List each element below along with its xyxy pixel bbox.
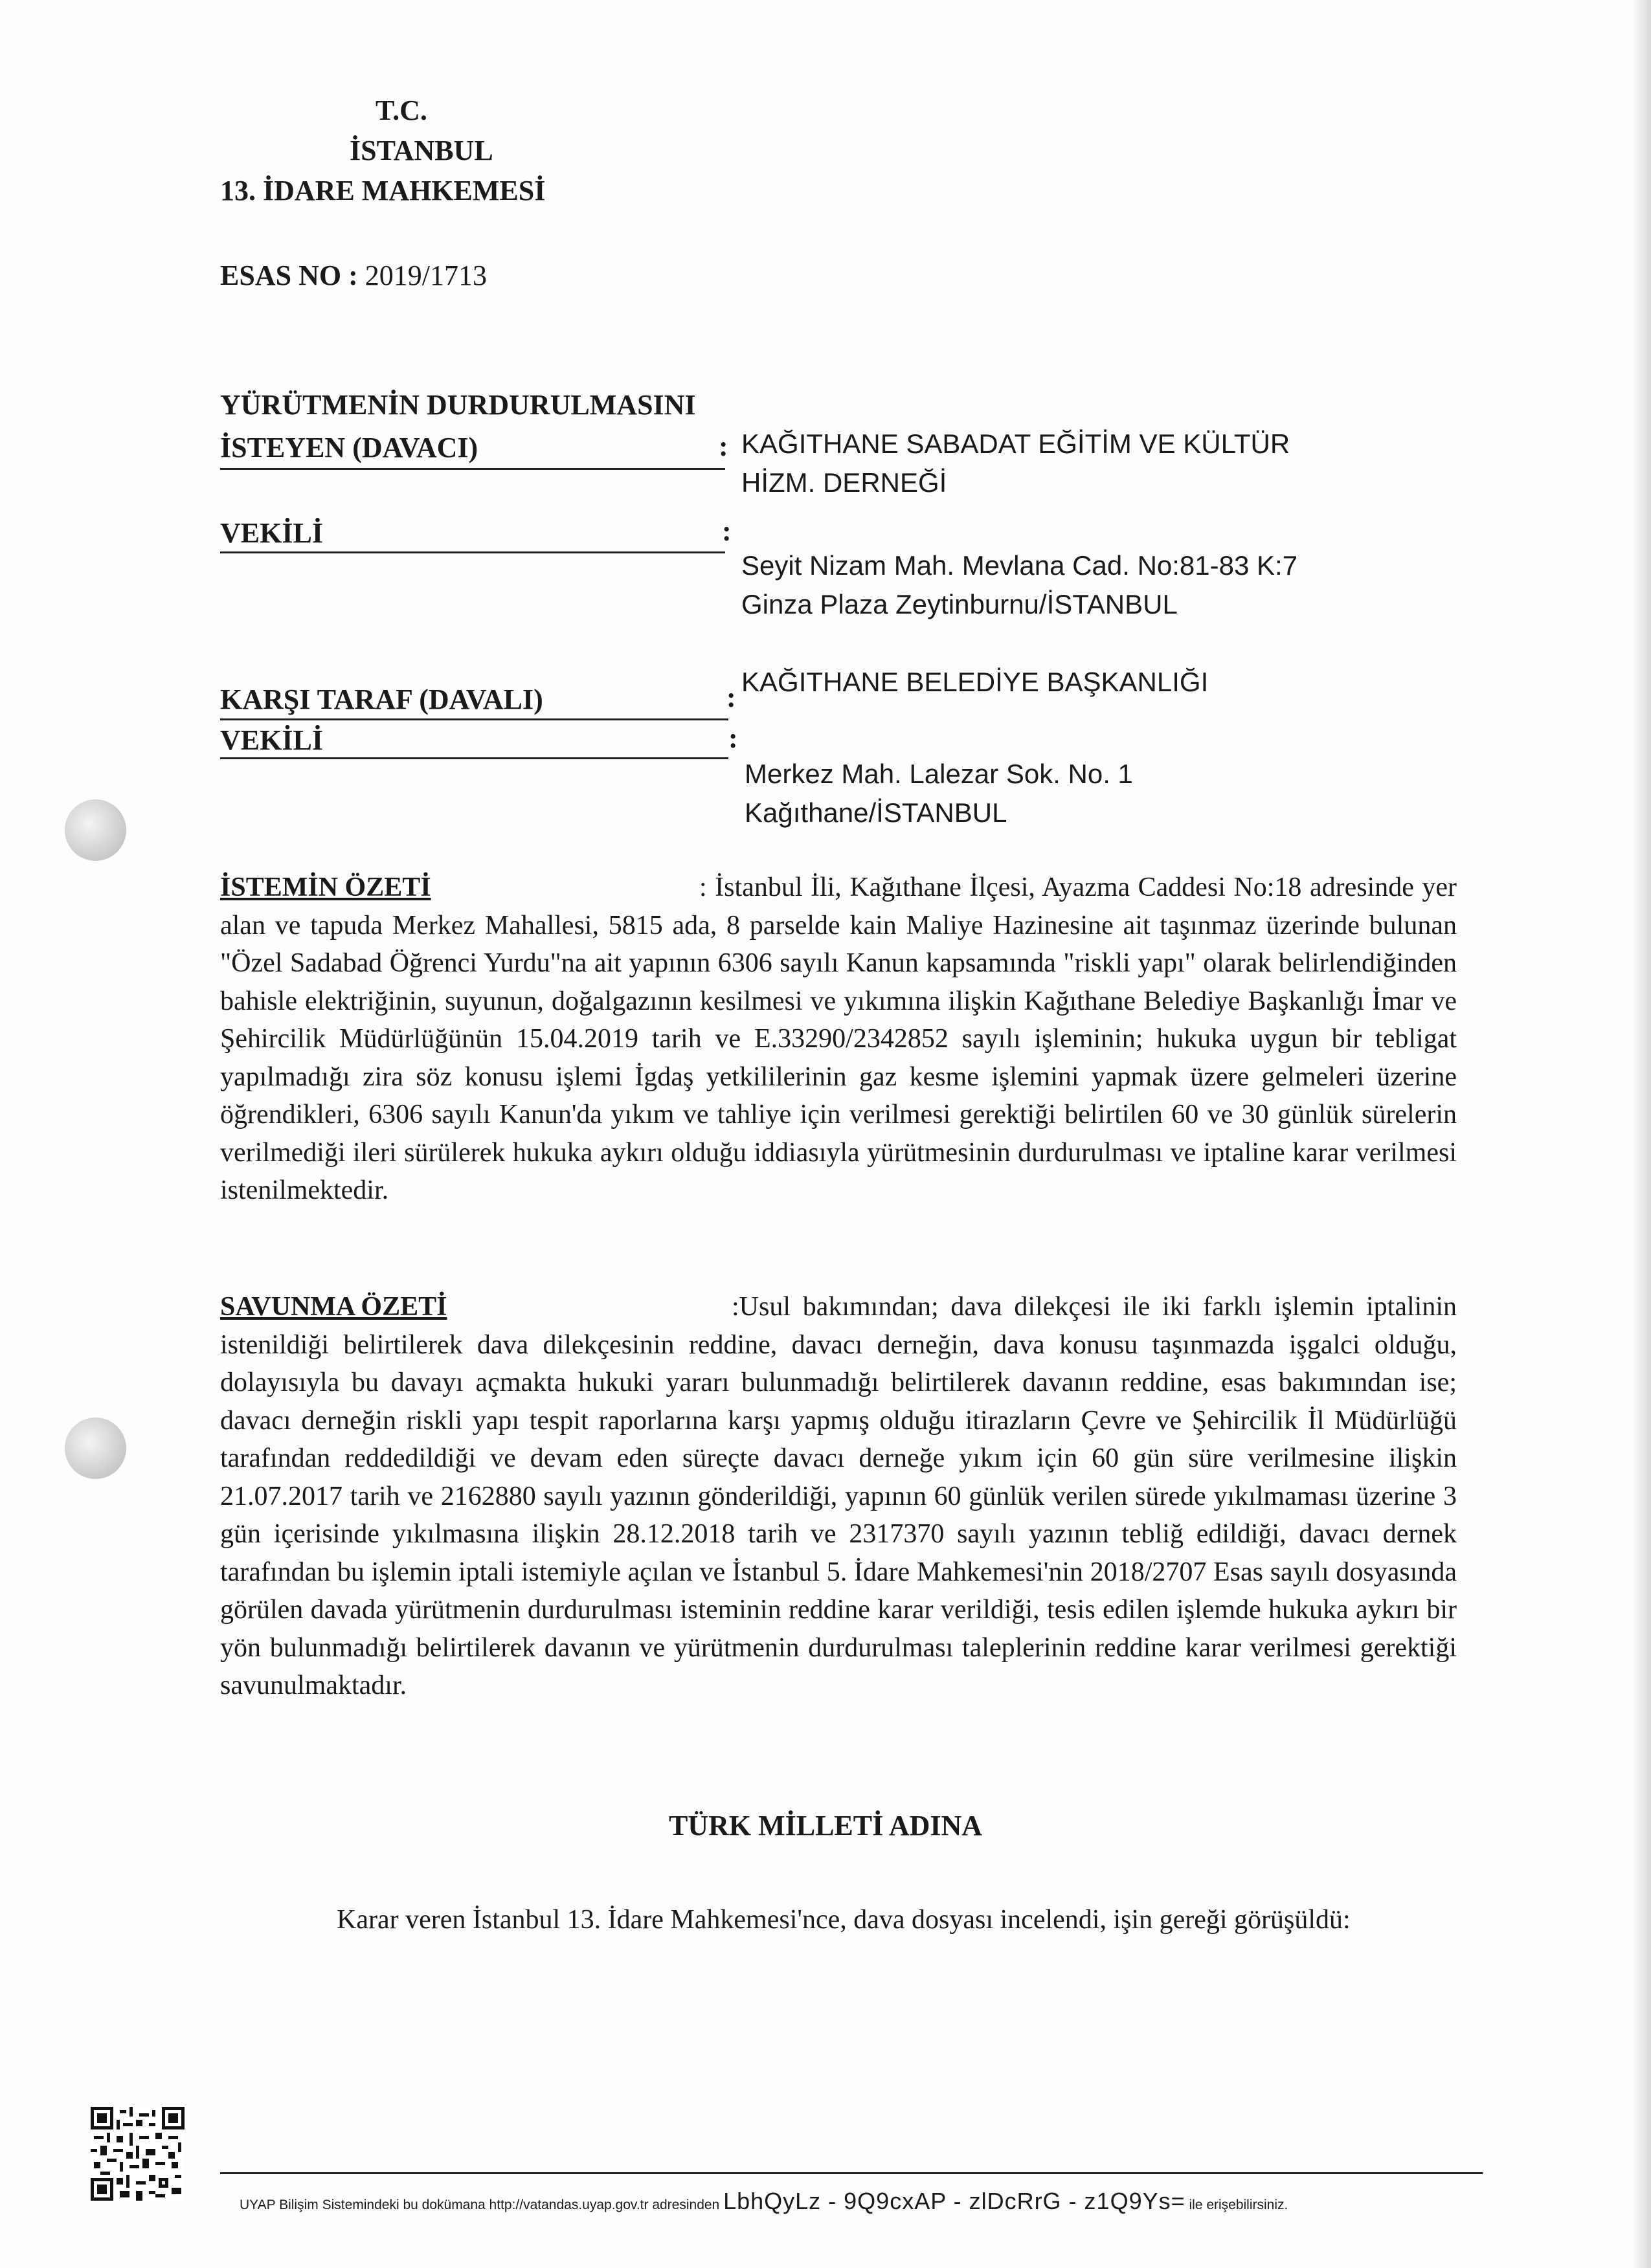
- defendant-rule: [220, 718, 728, 720]
- plaintiff-attorney-label: VEKİLİ: [220, 517, 323, 549]
- plaintiff-attorney-colon: :: [722, 515, 732, 547]
- punch-hole-icon: [65, 1418, 126, 1479]
- footer-verification-code: LbhQyLz - 9Q9cxAP - zlDcRrG - z1Q9Ys=: [723, 2188, 1185, 2214]
- qr-code-icon: [91, 2107, 185, 2201]
- defense-summary-text: :Usul bakımından; dava dilekçesi ile iki farklı işlemin iptalinin istenildiği belirtilerek dava dilekçesinin reddine, davacı derneğin, dava konusu taşınmazda işgalci olduğu, dolayısıyla bu davayı açmakta hukuki yararı bulunmadığı belirtilerek davanın reddine, esas bakımından ise; davacı derneğin riskli yapı tespit raporlarına karşı yapmış olduğu itirazların Çevre ve Şehircilik İl Müdürlüğü tarafından reddedildiği ve devam eden süreçte davacı derneğe yıkım için 60 gün süre verilmesine ilişkin 21.07.2017 tarih ve 2162880 sayılı yazının gönderildiği, yapının 60 günlük verilen sürede yıkılmaması üzerine 3 gün içerisinde yıkılmasına ilişkin 28.12.2018 tarih ve 2317370 sayılı yazının tebliğ edildiği, davacı dernek tarafından bu işlemin iptali istemiyle açılan ve İstanbul 5. İdare Mahkemesi'nin 2018/2707 Esas sayılı dosyasında görülen davada yürütmenin durdurulması isteminin reddine karar verildiği, tesis edilen işlemde hukuka aykırı bir yön bulunmadığı belirtilerek davanın ve yürütmenin durdurulması taleplerinin reddine karar verilmesi gerektiği savunulmaktadır.: [220, 1292, 1457, 1700]
- request-summary-label: İSTEMİN ÖZETİ: [220, 873, 431, 902]
- defendant-name: KAĞITHANE BELEDİYE BAŞKANLIĞI: [741, 667, 1209, 697]
- page-edge-shadow: [1632, 0, 1651, 2268]
- nation-title: TÜRK MİLLETİ ADINA: [668, 1810, 983, 1841]
- plaintiff-name-line1: KAĞITHANE SABADAT EĞİTİM VE KÜLTÜR: [741, 428, 1290, 459]
- header-city: İSTANBUL: [350, 135, 493, 166]
- footer-verification: [240, 2188, 1288, 2215]
- defendant-attorney-rule: [220, 757, 728, 759]
- plaintiff-attorney-address-line1: Seyit Nizam Mah. Mevlana Cad. No:81-83 K:7: [741, 550, 1298, 581]
- request-summary-text: : İstanbul İli, Kağıthane İlçesi, Ayazma Caddesi No:18 adresinde yer alan ve tapuda Merkez Mahallesi, 5815 ada, 8 parselde kain Maliye Hazinesine ait taşınmaz üzerinde bulunan "Özel Sadabad Öğrenci Yurdu"na ait yapının 6306 sayılı Kanun kapsamında "riskli yapı" olarak belirlendiğinden bahisle elektriğinin, suyunun, doğalgazının kesilmesi ve yıkımına ilişkin Kağıthane Belediye Başkanlığı İmar ve Şehircilik Müdürlüğünün 15.04.2019 tarih ve E.33290/2342852 sayılı işleminin; hukuka uygun bir tebligat yapılmadığı zira söz konusu işlemi İgdaş yetkililerinin gaz kesme işlemini yapmak üzere gelmeleri üzerine öğrendikleri, 6306 sayılı Kanun'da yıkım ve tahliye için verilmesi gerektiği belirtilen 60 ve 30 günlük sürelerin verilmediği ileri sürülerek hukuka aykırı olduğu iddiasıyla yürütmesinin durdurulması ve iptaline karar verilmesi istenilmektedir.: [220, 873, 1457, 1205]
- case-number-label: ESAS NO :: [220, 260, 358, 291]
- defendant-attorney-colon: :: [728, 722, 738, 754]
- case-number: [220, 259, 487, 292]
- plaintiff-label-line1: YÜRÜTMENİN DURDURULMASINI: [220, 389, 696, 421]
- defendant-attorney-address-line2: Kağıthane/İSTANBUL: [745, 797, 1007, 828]
- footer-prefix: UYAP Bilişim Sistemindeki bu dokümana http://vatandas.uyap.gov.tr adresinden: [240, 2197, 720, 2212]
- request-summary: [220, 869, 1457, 1210]
- court-header: [220, 91, 545, 211]
- plaintiff-colon: :: [719, 430, 728, 462]
- defense-summary: [220, 1288, 1457, 1705]
- closing-paragraph: Karar veren İstanbul 13. İdare Mahkemesi'nce, dava dosyası incelendi, işin gereği görüşüldü:: [337, 1905, 1351, 1935]
- plaintiff-label-line2: İSTEYEN (DAVACI): [220, 432, 478, 463]
- defendant-label: KARŞI TARAF (DAVALI): [220, 684, 543, 715]
- defendant-colon: :: [726, 682, 736, 713]
- defendant-attorney-address-line1: Merkez Mah. Lalezar Sok. No. 1: [745, 759, 1133, 789]
- footer-rule: [220, 2172, 1483, 2174]
- defendant-attorney-label: VEKİLİ: [220, 724, 323, 756]
- header-tc: T.C.: [376, 94, 427, 126]
- punch-hole-icon: [65, 799, 126, 861]
- header-court: 13. İDARE MAHKEMESİ: [220, 175, 546, 206]
- footer-suffix: ile erişebilirsiniz.: [1189, 2197, 1288, 2212]
- plaintiff-attorney-address-line2: Ginza Plaza Zeytinburnu/İSTANBUL: [741, 589, 1178, 619]
- plaintiff-rule: [220, 468, 725, 470]
- plaintiff-name-line2: HİZM. DERNEĞİ: [741, 467, 947, 498]
- defense-summary-label: SAVUNMA ÖZETİ: [220, 1292, 447, 1322]
- case-number-value: 2019/1713: [365, 260, 487, 291]
- plaintiff-attorney-rule: [220, 551, 725, 553]
